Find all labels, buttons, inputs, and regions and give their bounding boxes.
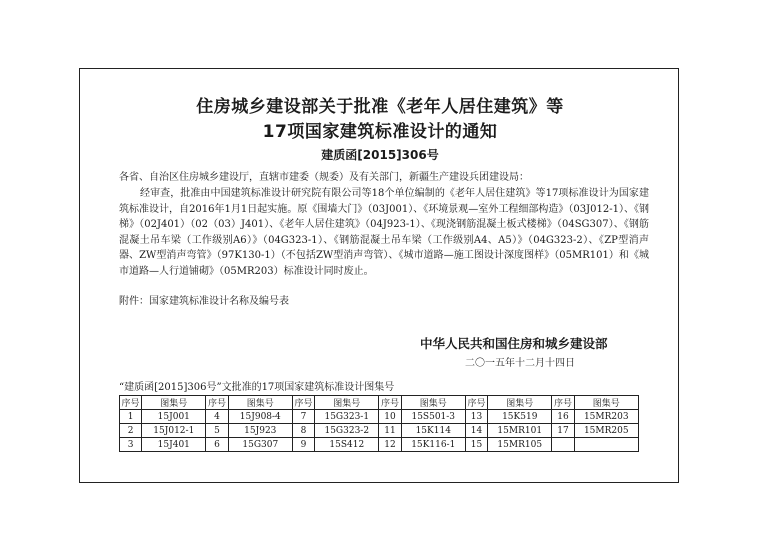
cell-no: 16 xyxy=(552,410,574,424)
cell-code: 15K116-1 xyxy=(401,438,465,452)
atlas-number-table xyxy=(119,395,639,452)
cell-code: 15MR101 xyxy=(488,424,552,438)
cell-code: 15MR105 xyxy=(488,438,552,452)
header-no: 序号 xyxy=(292,396,314,410)
issuing-authority: 中华人民共和国住房和城乡建设部 xyxy=(420,336,608,351)
table-caption: “建质函[2015]306号”文批准的17项国家建筑标准设计图集号 xyxy=(119,382,395,393)
header-code: 图集号 xyxy=(401,396,465,410)
cell-code: 15G323-1 xyxy=(315,410,379,424)
cell-no xyxy=(552,438,574,452)
cell-no: 4 xyxy=(206,410,228,424)
notice-title-line2: 17项国家建筑标准设计的通知 xyxy=(262,122,498,142)
table-header-row xyxy=(120,396,639,410)
header-no: 序号 xyxy=(552,396,574,410)
header-no: 序号 xyxy=(206,396,228,410)
cell-code: 15MR205 xyxy=(574,424,638,438)
attachment-note: 附件：国家建筑标准设计名称及编号表 xyxy=(119,296,289,307)
header-code: 图集号 xyxy=(228,396,292,410)
cell-no: 9 xyxy=(292,438,314,452)
cell-no: 3 xyxy=(120,438,142,452)
cell-no: 13 xyxy=(465,410,487,424)
cell-no: 8 xyxy=(292,424,314,438)
cell-code: 15J001 xyxy=(142,410,206,424)
header-code: 图集号 xyxy=(315,396,379,410)
document-number: 建质函[2015]306号 xyxy=(321,148,439,162)
cell-code: 15J012-1 xyxy=(142,424,206,438)
table-row xyxy=(120,438,639,452)
notice-body: 经审查，批准由中国建筑标准设计研究院有限公司等18个单位编制的《老年人居住建筑》等17项标准设计为国家建筑标准设计，自2016年1月1日起实施。原《围墙大门》（03J001）、《环境景观—室外工程细部构造》（03J012-1）、《钢梯》（02J401）（02（03）J401）、《老年人居住建筑》（04J923-1）、《现浇钢筋混凝土板式楼梯》（04SG307）、《钢筋混凝土吊车梁（工作级别A6）》（04G323-1）、《钢筋混凝土吊车梁（工作级别A4、A5）》（04G323-2）、《ZP型消声器、ZW型消声弯管》（97K130-1）（不包括ZW型消声弯管）、《城市道路—施工图设计深度图样》（05MR101）和《城市道路—人行道铺砌》（05MR203）标准设计同时废止。 xyxy=(119,188,649,277)
header-code: 图集号 xyxy=(142,396,206,410)
cell-no: 5 xyxy=(206,424,228,438)
cell-no: 17 xyxy=(552,424,574,438)
cell-code: 15J401 xyxy=(142,438,206,452)
cell-no: 2 xyxy=(120,424,142,438)
cell-no: 10 xyxy=(379,410,401,424)
cell-no: 14 xyxy=(465,424,487,438)
cell-no: 7 xyxy=(292,410,314,424)
table-row xyxy=(120,424,639,438)
cell-code xyxy=(574,438,638,452)
cell-no: 15 xyxy=(465,438,487,452)
cell-code: 15S501-3 xyxy=(401,410,465,424)
cell-code: 15G323-2 xyxy=(315,424,379,438)
cell-code: 15J923 xyxy=(228,424,292,438)
cell-code: 15MR203 xyxy=(574,410,638,424)
cell-code: 15G307 xyxy=(228,438,292,452)
notice-title-line1: 住房城乡建设部关于批准《老年人居住建筑》等 xyxy=(196,97,564,117)
cell-no: 1 xyxy=(120,410,142,424)
table-row xyxy=(120,410,639,424)
cell-code: 15J908-4 xyxy=(228,410,292,424)
addressee: 各省、自治区住房城乡建设厅，直辖市建委（规委）及有关部门，新疆生产建设兵团建设局： xyxy=(119,172,529,183)
header-code: 图集号 xyxy=(574,396,638,410)
header-code: 图集号 xyxy=(488,396,552,410)
cell-no: 12 xyxy=(379,438,401,452)
header-no: 序号 xyxy=(120,396,142,410)
cell-no: 6 xyxy=(206,438,228,452)
cell-code: 15K519 xyxy=(488,410,552,424)
header-no: 序号 xyxy=(465,396,487,410)
cell-code: 15S412 xyxy=(315,438,379,452)
cell-no: 11 xyxy=(379,424,401,438)
header-no: 序号 xyxy=(379,396,401,410)
cell-code: 15K114 xyxy=(401,424,465,438)
issue-date: 二〇一五年十二月十四日 xyxy=(465,358,575,369)
